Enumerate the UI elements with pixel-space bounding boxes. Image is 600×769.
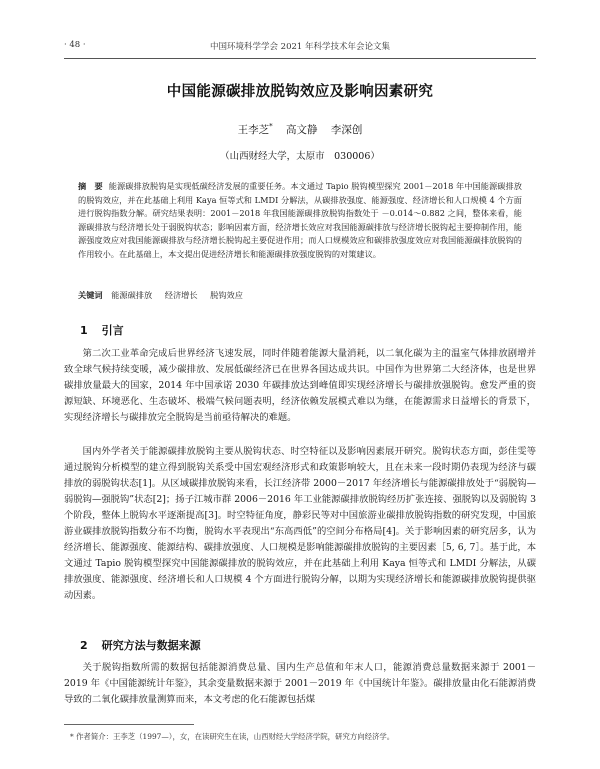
section-heading-methods xyxy=(80,637,520,653)
author-footnote: * 作者简介：王李芝（1997—），女，在读研究生在读，山西财经大学经济学院，研究方向经济学。 xyxy=(70,732,395,741)
section-number: 1 xyxy=(80,324,88,337)
journal-name: 中国环境科学学会 2021 年科学技术年会论文集 xyxy=(209,42,391,52)
body-paragraph: 关于脱钩指数所需的数据包括能源消费总量、国内生产总值和年末人口，能源消费总量数据来源于 2001－2019 年《中国能源统计年鉴》，其余变量数据来源于 2001－2019 年《中国统计年鉴》。碳排放量由化石能源消费导致的二氧化碳排放量测算而来，本文考虑的化石能源包括煤 xyxy=(64,662,536,705)
author-name: 李深创 xyxy=(330,124,363,136)
keyword: 脱钩效应 xyxy=(210,290,243,300)
footnote-rule xyxy=(64,724,194,725)
section-heading-introduction xyxy=(80,322,520,338)
author-mark: * xyxy=(269,122,273,131)
keyword: 经济增长 xyxy=(164,290,198,300)
section-number: 2 xyxy=(80,639,88,652)
running-header xyxy=(0,40,600,56)
article-title: 中国能源碳排放脱钩效应及影响因素研究 xyxy=(166,84,434,100)
body-paragraph: 第二次工业革命完成后世界经济飞速发展，同时伴随着能源大量消耗，以二氧化碳为主的温室气体排放剧增并致全球气候持续变暖，减少碳排放、发展低碳经济已在世界各国达成共识。中国作为世界第二大经济体，也是世界碳排放量最大的国家，2014 年中国承诺 2030 年碳排放达到峰值即实现经济增长与碳排放强脱钩。愈发严重的资源短缺、环境恶化、生态破坏、极端气候问题表明，经济依赖发展模式难以为继，在能源需求日益增长的背景下，实现经济增长与碳排放完全脱钩是当前亟待解决的难题。 xyxy=(64,348,536,423)
author-name: 王李芝 xyxy=(237,124,270,136)
keywords xyxy=(78,290,522,301)
abstract-text: 能源碳排放脱钩是实现低碳经济发展的重要任务。本文通过 Tapio 脱钩模型探究 2001－2018 年中国能源碳排放的脱钩效应，并在此基础上利用 Kaya 恒等式和 LMDI 分解法，从碳排放强度、能源强度、经济增长和人口规模 4 个方面进行脱钩指数分解。研究结果表明：2001－2018 年我国能源碳排放脱钩指数处于 －0.014～0.882 之间，整体来看，能源碳排放与经济增长处于弱脱钩状态；影响因素方面，经济增长效应对我国能源碳排放与经济增长脱钩起主要抑制作用，能源强度效应对我国能源碳排放与经济增长脱钩起主要促进作用；而人口规模效应和碳排放强度效应对我国能源碳排放脱钩的作用较小。在此基础上，本文提出促进经济增长和能源碳排放强度脱钩的对策建议。 xyxy=(78,181,522,259)
affiliation: （山西财经大学，太原市 030006） xyxy=(220,151,380,162)
keyword: 能源碳排放 xyxy=(111,290,153,300)
page-number: · 48 · xyxy=(64,40,86,50)
body-paragraph: 国内外学者关于能源碳排放脱钩主要从脱钩状态、时空特征以及影响因素展开研究。脱钩状态方面，彭佳雯等通过脱钩分析模型的建立得到脱钩关系受中国宏观经济形式和政策影响较大，且在未来一段时期仍表现为经济与碳排放的弱脱钩状态[1]。从区域碳排放脱钩来看，长江经济带 2000－2017 年经济增长与能源碳排放处于“弱脱钩—弱脱钩—强脱钩”状态[2]；扬子江城市群 2006－2016 年工业能源碳排放脱钩经历扩张连接、强脱钩以及弱脱钩 3 个阶段，整体上脱钩水平逐渐提高[3]。时空特征角度，静彩民等对中国旅游业碳排放脱钩指数的研究发现，中国旅游业碳排放脱钩指数分布不均衡，脱钩水平表现出“东高西低”的空间分布格局[4]。关于影响因素的研究居多，认为经济增长、能源强度、能源结构、碳排放强度、人口规模是影响能源碳排放脱钩的主要因素［5, 6, 7］。基于此，本文通过 Tapio 脱钩模型探究中国能源碳排放的脱钩效应，并在此基础上利用 Kaya 恒等式和 LMDI 分解法，从碳排放强度、能源强度、经济增长和人口规模 4 个方面进行脱钩分解，以期为实现经济增长和能源碳排放脱钩提供驱动因素。 xyxy=(64,446,536,601)
author-list xyxy=(64,122,536,137)
keywords-label: 关键词 xyxy=(78,290,103,300)
section-title: 引言 xyxy=(101,324,124,337)
abstract-label: 摘 要 xyxy=(78,181,103,191)
author-name: 高文静 xyxy=(286,124,318,136)
header-rule xyxy=(64,58,536,59)
abstract xyxy=(78,180,522,262)
section-title: 研究方法与数据来源 xyxy=(101,639,201,652)
